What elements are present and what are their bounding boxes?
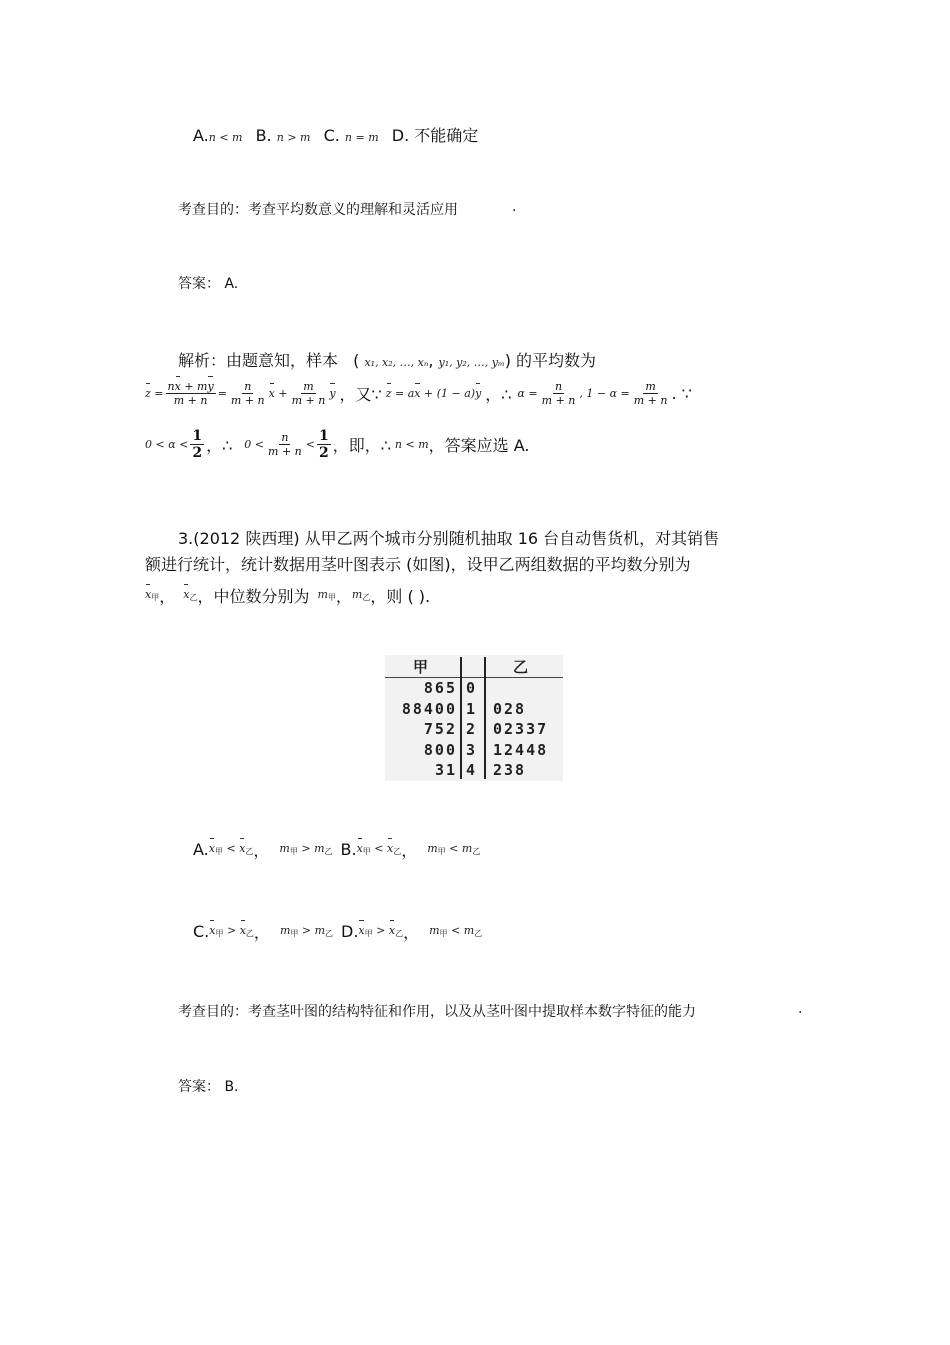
formula-frac-weighted: $\frac{nx + my}{m + n}$ bbox=[167, 380, 214, 407]
analysis-paren-open: ( bbox=[353, 351, 360, 370]
stem-digit: 2 bbox=[466, 720, 478, 738]
q3-stem-line3 bbox=[145, 584, 430, 607]
option-b-math: n > m bbox=[276, 131, 311, 144]
leaf-right: 02337 bbox=[493, 720, 549, 738]
option-d-text: 不能确定 bbox=[414, 126, 479, 145]
q3-option-b-math-1: $x_甲 < x_乙$ bbox=[356, 842, 402, 856]
stem-digit: 3 bbox=[466, 740, 478, 759]
leaf-left: 752 bbox=[423, 720, 457, 738]
q2-answer: 答案： A. bbox=[178, 276, 239, 292]
q3-options-cd bbox=[193, 920, 482, 943]
q3-option-d-math-1: $x_甲 > x_乙$ bbox=[358, 924, 404, 938]
formula-z-alpha: z = ax + (1 − a)y bbox=[385, 387, 482, 400]
q2-analysis-line3: 0 < α < $\frac{1}{2}$ ，∴ 0 < $\frac{n}{m + n}$ < $\frac{1}{2}$ ，即，∴ n < m ，答案应选 A. bbox=[145, 428, 530, 461]
option-a-math: n < m bbox=[208, 131, 243, 144]
option-b-label: B. bbox=[255, 126, 272, 145]
q3-purpose: 考查目的：考查茎叶图的结构特征和作用，以及从茎叶图中提取样本数字特征的能力 bbox=[178, 1004, 696, 1020]
option-a-label: A. bbox=[193, 126, 209, 145]
sep-1: ， bbox=[159, 587, 176, 606]
q3-a-sep: ， bbox=[253, 841, 270, 860]
q3-option-c-label: C. bbox=[193, 922, 210, 941]
line3-comma1: ，∴ bbox=[206, 436, 233, 455]
formula-frac-m: $\frac{m}{m + n}$ bbox=[291, 380, 326, 407]
option-c-label: C. bbox=[323, 126, 340, 145]
line3-tail: ，答案应选 A. bbox=[428, 436, 530, 455]
stem-leaf-table bbox=[385, 655, 563, 781]
divider-right bbox=[484, 657, 486, 779]
q2-options-line bbox=[193, 123, 478, 146]
m-yi: $m_乙$ bbox=[351, 588, 371, 602]
header-jia: 甲 bbox=[413, 658, 431, 676]
leaf-right: 238 bbox=[493, 761, 527, 779]
q3-option-d-label: D. bbox=[341, 922, 359, 941]
leaf-left: 31 bbox=[434, 761, 457, 779]
q2-analysis-line1 bbox=[178, 348, 596, 371]
q3-options-ab bbox=[193, 838, 480, 861]
formula-n-lt-m: n < m bbox=[394, 438, 429, 451]
analysis-y-list: y₁, y₂, …, yₘ bbox=[438, 356, 505, 369]
stem-digit: 0 bbox=[466, 679, 478, 697]
line2-you: ，又∵ bbox=[339, 385, 382, 404]
q3-stem-line2: 额进行统计，统计数据用茎叶图表示 (如图)，设甲乙两组数据的平均数分别为 bbox=[145, 555, 691, 574]
option-c-math: n = m bbox=[344, 131, 379, 144]
q2-analysis-line2: z = $\frac{nx + my}{m + n}$ = $\frac{n}{m + n}$ x + $\frac{m}{m + n}$ y ，又∵ z = ax + (1 − a)y ，∴ α = $\frac{n}{m + n}$ , 1 − α = $\frac{m}{m + n}$ . ∵ bbox=[145, 380, 692, 407]
median-phrase: ，中位数分别为 bbox=[197, 587, 310, 606]
q3-c-sep: ， bbox=[253, 923, 270, 942]
analysis-x-list: x₁, x₂, …, xₙ bbox=[364, 356, 429, 369]
xbar-yi: $x_乙$ bbox=[183, 588, 198, 602]
formula-half-2: $\frac{1}{2}$ bbox=[318, 428, 329, 461]
header-yi: 乙 bbox=[513, 658, 531, 676]
formula-z-mean: z = bbox=[145, 387, 164, 400]
line2-therefore: ，∴ bbox=[485, 385, 512, 404]
table-header bbox=[385, 655, 563, 678]
stem-digit: 1 bbox=[466, 699, 478, 718]
q3-option-a-label: A. bbox=[193, 840, 209, 859]
leaf-left: 800 bbox=[423, 740, 457, 759]
analysis-lead: 解析：由题意知，样本 bbox=[178, 351, 339, 370]
q3-option-b-label: B. bbox=[340, 840, 357, 859]
formula-one-minus-alpha: $\frac{m}{m + n}$ bbox=[633, 380, 668, 407]
q3-d-sep: ， bbox=[403, 923, 420, 942]
q2-purpose: 考查目的：考查平均数意义的理解和灵活应用 bbox=[178, 202, 458, 218]
q3-option-c-math-2: $m_甲 > m_乙$ bbox=[279, 924, 334, 938]
q3-option-b-math-2: $m_甲 < m_乙$ bbox=[427, 842, 481, 856]
sep-2: ， bbox=[335, 587, 352, 606]
q3-option-a-math-2: $m_甲 > m_乙$ bbox=[279, 842, 333, 856]
divider-left bbox=[460, 657, 462, 779]
stem-tail: ，则 ( ). bbox=[370, 587, 431, 606]
leaf-right: 12448 bbox=[493, 740, 549, 759]
leaf-right: 028 bbox=[493, 699, 527, 718]
leaf-left: 865 bbox=[423, 679, 457, 697]
formula-half-1: $\frac{1}{2}$ bbox=[192, 428, 203, 461]
q3-stem-line1: 3.(2012 陕西理) 从甲乙两个城市分别随机抽取 16 台自动售货机，对其销售 bbox=[178, 529, 720, 548]
option-d-label: D. bbox=[391, 126, 410, 145]
line3-ji: ，即，∴ bbox=[332, 436, 391, 455]
q3-purpose-dot: . bbox=[798, 1001, 803, 1017]
formula-frac-n: $\frac{n}{m + n}$ bbox=[230, 380, 265, 407]
q3-option-d-math-2: $m_甲 < m_乙$ bbox=[429, 924, 483, 938]
analysis-comma: , bbox=[428, 351, 434, 370]
formula-frac-range: $\frac{n}{m + n}$ bbox=[268, 431, 302, 458]
xbar-jia: $x_甲$ bbox=[145, 588, 160, 602]
q3-option-a-math-1: $x_甲 < x_乙$ bbox=[208, 842, 254, 856]
formula-alpha-range: 0 < α < bbox=[145, 438, 189, 451]
q3-answer: 答案： B. bbox=[178, 1079, 239, 1095]
stem-digit: 4 bbox=[466, 761, 478, 779]
q3-b-sep: ， bbox=[401, 841, 418, 860]
q3-option-c-math-1: $x_甲 > x_乙$ bbox=[209, 924, 254, 938]
q2-purpose-dot: . bbox=[512, 199, 517, 215]
analysis-tail: ) 的平均数为 bbox=[504, 351, 597, 370]
leaf-left: 88400 bbox=[401, 699, 457, 718]
m-jia: $m_甲$ bbox=[317, 588, 336, 602]
formula-alpha: $\frac{n}{m + n}$ bbox=[541, 380, 576, 407]
line2-end: . ∵ bbox=[671, 384, 692, 403]
